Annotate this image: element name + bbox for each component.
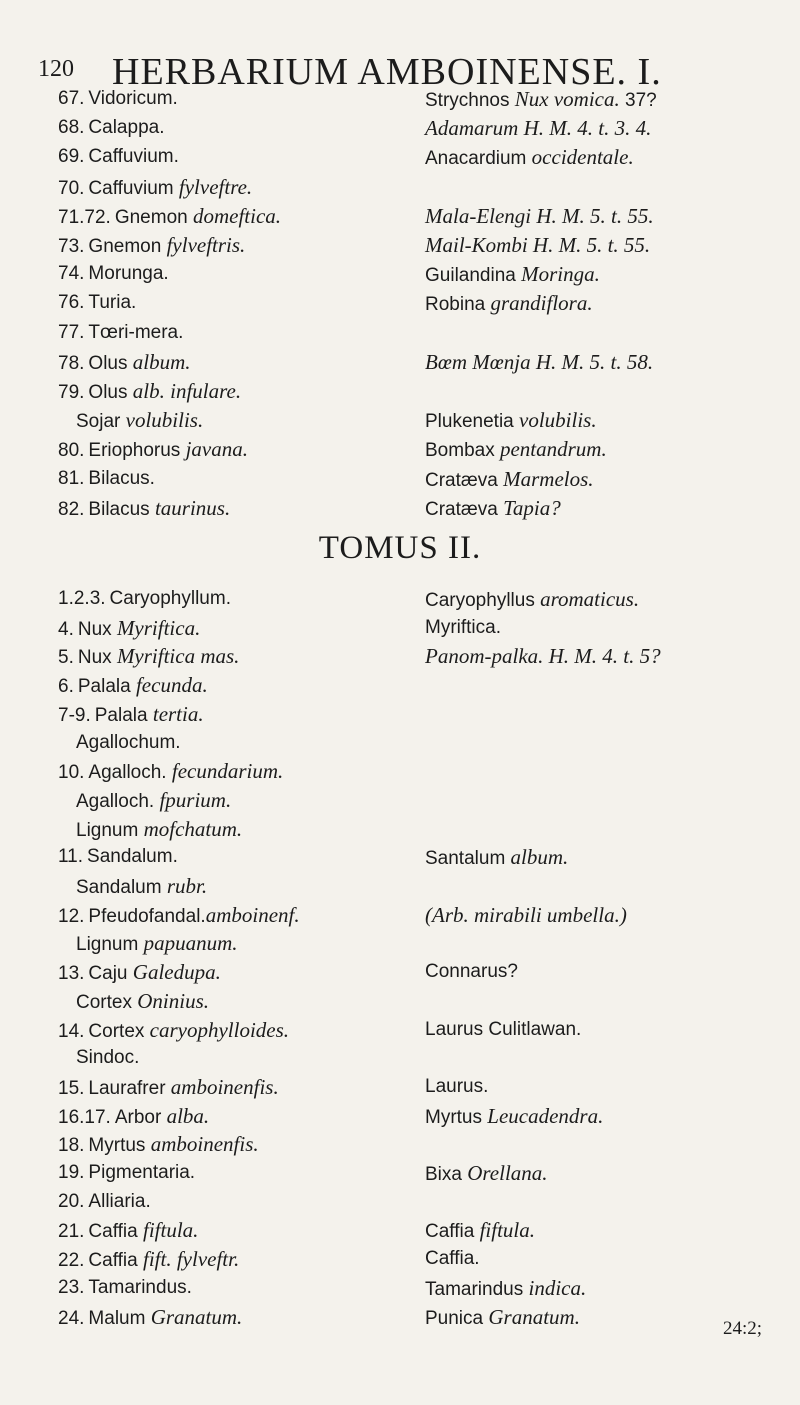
name-segment: amboinenfis. xyxy=(170,1074,279,1099)
entry-row xyxy=(0,930,800,956)
name-segment: Mala-Elengi H. M. 5. t. 55. xyxy=(425,203,654,228)
entry-modern-name xyxy=(425,495,561,523)
name-segment: Bœm Mœnja H. M. 5. t. 58. xyxy=(425,349,654,374)
entry-row xyxy=(0,672,800,698)
name-segment: Cratæva xyxy=(425,469,504,491)
name-segment: Laurafrer xyxy=(88,1077,171,1099)
entry-row xyxy=(0,378,800,404)
name-segment: Panom-palka. H. M. 4. t. 5? xyxy=(425,644,661,669)
name-segment: javana. xyxy=(185,437,248,462)
entry-row xyxy=(0,466,800,492)
entry-old-name xyxy=(76,787,231,815)
name-segment: Nux xyxy=(77,618,117,640)
name-segment: rubr. xyxy=(166,874,208,898)
name-segment: Eriophorus xyxy=(88,440,186,462)
name-segment: Tapia? xyxy=(503,495,561,520)
name-segment: fift. fylveftr. xyxy=(143,1247,240,1272)
name-segment: Nux vomica. xyxy=(514,87,620,111)
name-segment: aromaticus. xyxy=(540,587,640,611)
entry-old-name xyxy=(58,1103,209,1131)
entry-row xyxy=(0,261,800,287)
entry-number: 4. xyxy=(58,618,74,640)
entry-number: 74. xyxy=(58,263,85,285)
entry-old-name xyxy=(76,988,209,1016)
entry-old-name xyxy=(58,844,178,870)
name-segment: Granatum. xyxy=(150,1304,243,1329)
name-segment: Guilandina xyxy=(425,265,522,287)
name-segment: Moringa. xyxy=(521,262,600,287)
name-segment: papuanum. xyxy=(143,931,238,956)
entry-row xyxy=(0,988,800,1014)
name-segment: Myrtus xyxy=(425,1106,488,1128)
name-segment: domeftica. xyxy=(192,203,282,228)
name-segment: Caffuvium xyxy=(88,177,179,199)
entry-old-name xyxy=(58,1074,279,1102)
entry-row xyxy=(0,290,800,316)
name-segment: Marmelos. xyxy=(503,466,594,491)
entry-number: 22. xyxy=(58,1250,85,1272)
entry-number: 15. xyxy=(58,1077,85,1099)
entry-row xyxy=(0,1074,800,1100)
entry-old-name xyxy=(58,203,281,231)
entry-number: 80. xyxy=(58,440,85,462)
name-segment: Caffia xyxy=(425,1221,480,1243)
entry-row xyxy=(0,1217,800,1243)
name-segment: volubilis. xyxy=(519,408,597,433)
name-segment: Caryophyllum. xyxy=(109,588,231,609)
entry-old-name xyxy=(58,378,241,406)
entry-old-name xyxy=(58,1189,151,1215)
name-segment: Caju xyxy=(88,963,133,985)
entry-row xyxy=(0,615,800,641)
name-segment: Tœri-mera. xyxy=(88,321,184,343)
entry-old-name xyxy=(58,436,248,464)
name-segment: Olus xyxy=(88,382,133,403)
entry-modern-name xyxy=(425,959,518,985)
name-segment: pentandrum. xyxy=(499,437,607,462)
name-segment: Agalloch. xyxy=(88,762,172,784)
name-segment: Bixa xyxy=(425,1164,468,1185)
name-segment: Sandalum. xyxy=(87,846,178,868)
entry-old-name xyxy=(58,174,252,202)
name-segment: Mail-Kombi H. M. 5. t. 55. xyxy=(425,233,651,257)
entry-modern-name xyxy=(425,643,661,671)
entry-number: 6. xyxy=(58,676,74,698)
entry-modern-name xyxy=(425,232,650,260)
name-segment: Pigmentaria. xyxy=(88,1162,196,1183)
entry-row xyxy=(0,730,800,756)
entry-modern-name xyxy=(425,86,657,114)
name-segment: Connarus? xyxy=(425,961,518,983)
name-segment: Vidoricum. xyxy=(88,88,178,109)
entry-modern-name xyxy=(425,615,501,641)
entry-old-name xyxy=(58,1217,198,1245)
entry-number: 14. xyxy=(58,1020,85,1042)
entry-number: 78. xyxy=(58,352,85,374)
entry-row xyxy=(0,115,800,141)
name-segment: Myrtus xyxy=(88,1135,151,1157)
name-segment: Arbor xyxy=(114,1106,167,1128)
name-segment: fecunda. xyxy=(135,673,208,698)
name-segment: Myriftica. xyxy=(116,615,201,640)
name-segment: grandiflora. xyxy=(490,291,593,316)
section-heading: TOMUS II. xyxy=(318,530,482,566)
entry-row xyxy=(0,873,800,899)
name-segment: Robina xyxy=(425,294,491,316)
entry-row xyxy=(0,1304,800,1330)
name-segment: album. xyxy=(132,349,191,374)
entry-row xyxy=(0,203,800,229)
name-segment: Agalloch. xyxy=(76,790,160,812)
entry-number: 70. xyxy=(58,177,85,199)
name-segment: alb. infulare. xyxy=(132,379,242,403)
entry-old-name xyxy=(58,1160,195,1186)
entry-row xyxy=(0,349,800,375)
name-segment: mofchatum. xyxy=(143,816,243,841)
entry-modern-name xyxy=(425,349,653,377)
entry-number: 11. xyxy=(58,846,84,868)
name-segment: Pfeudofandal. xyxy=(88,905,206,927)
entry-number: 23. xyxy=(58,1276,85,1298)
name-segment: Myriftica mas. xyxy=(116,644,240,669)
name-segment: Granatum. xyxy=(488,1304,580,1329)
entry-old-name xyxy=(58,261,169,287)
entry-modern-name xyxy=(425,436,607,464)
entry-old-name xyxy=(58,586,231,612)
entry-modern-name xyxy=(425,586,639,614)
name-segment: Sindoc. xyxy=(76,1047,140,1069)
name-segment: fylveftre. xyxy=(178,174,253,199)
name-segment: Bombax xyxy=(425,440,500,462)
entry-old-name xyxy=(58,290,136,316)
entry-row xyxy=(0,320,800,346)
entry-old-name xyxy=(76,930,238,958)
name-segment: Sojar xyxy=(76,411,126,433)
entry-old-name xyxy=(58,495,230,523)
name-segment: Adamarum H. M. 4. t. 3. 4. xyxy=(425,116,652,141)
entry-number: 67. xyxy=(58,88,85,109)
entry-old-name xyxy=(76,873,207,901)
entry-number: 71.72. xyxy=(58,206,111,228)
entry-modern-name xyxy=(425,1074,488,1100)
name-segment: Leucadendra. xyxy=(487,1103,604,1128)
entry-modern-name xyxy=(425,1304,580,1332)
entry-modern-name xyxy=(425,144,634,172)
name-segment: fylveftris. xyxy=(166,233,246,257)
entry-old-name xyxy=(58,466,155,492)
name-segment: fiftula. xyxy=(143,1218,199,1243)
entry-modern-name xyxy=(425,844,568,872)
entry-row xyxy=(0,1189,800,1215)
entry-old-name xyxy=(76,407,203,435)
entry-old-name xyxy=(58,672,208,700)
page-number: 120 xyxy=(38,56,74,82)
entry-row xyxy=(0,232,800,258)
entry-modern-name xyxy=(425,115,651,143)
name-segment: taurinus. xyxy=(154,495,231,520)
name-segment: caryophylloides. xyxy=(149,1017,290,1042)
name-segment: Nux xyxy=(77,647,117,669)
name-segment: Alliaria. xyxy=(88,1190,151,1212)
name-segment: Orellana. xyxy=(467,1161,548,1185)
page-header xyxy=(38,50,778,93)
entry-row xyxy=(0,495,800,521)
entry-row xyxy=(0,1103,800,1129)
entry-row xyxy=(0,1160,800,1186)
name-segment: 37? xyxy=(619,90,657,111)
name-segment: tertia. xyxy=(152,701,204,726)
entry-old-name xyxy=(58,1304,242,1332)
entry-row xyxy=(0,144,800,170)
entry-old-name xyxy=(58,86,178,112)
name-segment: Laurus Culitlawan. xyxy=(425,1018,582,1040)
entry-modern-name xyxy=(425,1246,480,1272)
entry-old-name xyxy=(58,115,164,141)
entry-modern-name xyxy=(425,1103,603,1131)
entry-old-name xyxy=(76,730,181,756)
entry-modern-name xyxy=(425,1217,535,1245)
entry-row xyxy=(0,1045,800,1071)
name-segment: Palala xyxy=(77,676,136,698)
entry-number: 68. xyxy=(58,117,85,139)
entry-old-name xyxy=(58,758,283,786)
name-segment: Calappa. xyxy=(88,117,165,139)
name-segment: Caffia. xyxy=(425,1248,480,1270)
name-segment: Lignum xyxy=(76,934,144,956)
name-segment: Caryophyllus xyxy=(425,590,541,611)
name-segment: Myriftica. xyxy=(425,616,501,638)
entry-old-name xyxy=(58,349,191,377)
entry-row xyxy=(0,643,800,669)
entry-number: 20. xyxy=(58,1190,85,1212)
entry-row xyxy=(0,1246,800,1272)
entry-row xyxy=(0,407,800,433)
running-title: HERBARIUM AMBOINENSE. I. xyxy=(112,51,662,93)
entry-number: 81. xyxy=(58,467,85,489)
entry-old-name xyxy=(58,144,179,170)
entry-old-name xyxy=(76,1045,139,1071)
entry-row xyxy=(0,844,800,870)
entry-row xyxy=(0,787,800,813)
entry-old-name xyxy=(58,701,204,729)
entry-row xyxy=(0,586,800,612)
name-segment: Morunga. xyxy=(88,263,169,285)
entry-old-name xyxy=(58,1246,239,1274)
entry-number: 76. xyxy=(58,292,85,314)
entry-old-name xyxy=(58,232,245,260)
name-segment: Bilacus. xyxy=(88,467,155,489)
entry-row xyxy=(0,758,800,784)
entry-number: 10. xyxy=(58,762,85,784)
name-segment: Oninius. xyxy=(137,988,210,1013)
name-segment: Tamarindus. xyxy=(88,1276,192,1298)
entry-modern-name xyxy=(425,902,627,930)
entry-number: 24. xyxy=(58,1307,85,1329)
name-segment: Gnemon xyxy=(88,236,167,257)
entry-modern-name xyxy=(425,290,593,318)
name-segment: Bilacus xyxy=(88,498,155,520)
entry-old-name xyxy=(58,643,239,671)
entry-row xyxy=(0,959,800,985)
entry-row xyxy=(0,1017,800,1043)
entry-old-name xyxy=(58,1275,192,1301)
entry-row xyxy=(0,436,800,462)
name-segment: Lignum xyxy=(76,819,144,841)
name-segment: (Arb. mirabili umbella.) xyxy=(425,902,627,927)
entry-modern-name xyxy=(425,203,654,231)
entry-number: 12. xyxy=(58,905,85,927)
name-segment: Turia. xyxy=(88,292,137,314)
name-segment: album. xyxy=(510,845,569,870)
name-segment: amboinenf. xyxy=(205,902,300,927)
name-segment: fpurium. xyxy=(159,787,232,812)
name-segment: Sandalum xyxy=(76,877,167,898)
name-segment: Agallochum. xyxy=(76,731,181,753)
name-segment: Punica xyxy=(425,1307,489,1329)
name-segment: Cortex xyxy=(88,1020,150,1042)
entry-number: 19. xyxy=(58,1162,85,1183)
entry-number: 69. xyxy=(58,146,85,168)
name-segment: Olus xyxy=(88,352,133,374)
name-segment: alba. xyxy=(166,1103,210,1128)
catchword: 24:2; xyxy=(722,1318,762,1339)
name-segment: Malum xyxy=(88,1307,151,1329)
entry-old-name xyxy=(58,959,221,987)
entry-old-name xyxy=(76,816,242,844)
name-segment: occidentale. xyxy=(531,145,634,170)
entry-old-name xyxy=(58,1017,289,1045)
entry-modern-name xyxy=(425,407,597,435)
entry-old-name xyxy=(58,320,183,346)
entry-number: 77. xyxy=(58,321,85,343)
entry-row xyxy=(0,174,800,200)
name-segment: amboinenfis. xyxy=(150,1132,259,1157)
entry-modern-name xyxy=(425,1017,581,1043)
entry-row xyxy=(0,1131,800,1157)
name-segment: Caffia xyxy=(88,1250,143,1272)
entry-modern-name xyxy=(425,466,594,494)
entry-number: 5. xyxy=(58,647,74,669)
entry-number: 1.2.3. xyxy=(58,588,106,609)
entry-row xyxy=(0,1275,800,1301)
name-segment: indica. xyxy=(528,1275,587,1300)
name-segment: Anacardium xyxy=(425,148,532,170)
name-segment: Caffia xyxy=(88,1221,143,1243)
name-segment: Plukenetia xyxy=(425,411,520,433)
name-segment: Caffuvium. xyxy=(88,146,179,168)
name-segment: fecundarium. xyxy=(171,759,284,784)
name-segment: Tamarindus xyxy=(425,1278,529,1300)
entry-row xyxy=(0,701,800,727)
entry-number: 18. xyxy=(58,1135,85,1157)
name-segment: Gnemon xyxy=(114,206,193,228)
entry-row xyxy=(0,86,800,112)
entry-old-name xyxy=(58,902,300,930)
name-segment: Cortex xyxy=(76,991,138,1013)
entry-row xyxy=(0,902,800,928)
entry-number: 16.17. xyxy=(58,1106,111,1128)
entry-old-name xyxy=(58,1131,259,1159)
entry-old-name xyxy=(58,615,200,643)
entry-number: 73. xyxy=(58,236,85,257)
entry-number: 82. xyxy=(58,498,85,520)
name-segment: Laurus. xyxy=(425,1075,489,1097)
entry-modern-name xyxy=(425,261,600,289)
entry-row xyxy=(0,816,800,842)
entry-modern-name xyxy=(425,1275,586,1303)
name-segment: fiftula. xyxy=(479,1218,536,1243)
entry-number: 21. xyxy=(58,1221,85,1243)
entry-modern-name xyxy=(425,1160,548,1188)
name-segment: Cratæva xyxy=(425,498,504,520)
name-segment: volubilis. xyxy=(125,408,204,433)
entry-number: 79. xyxy=(58,382,85,403)
name-segment: Galedupa. xyxy=(132,960,221,985)
name-segment: Palala xyxy=(94,704,153,726)
name-segment: Strychnos xyxy=(425,90,515,111)
entry-number: 13. xyxy=(58,963,85,985)
entry-number: 7-9. xyxy=(58,704,91,726)
name-segment: Santalum xyxy=(425,848,511,870)
